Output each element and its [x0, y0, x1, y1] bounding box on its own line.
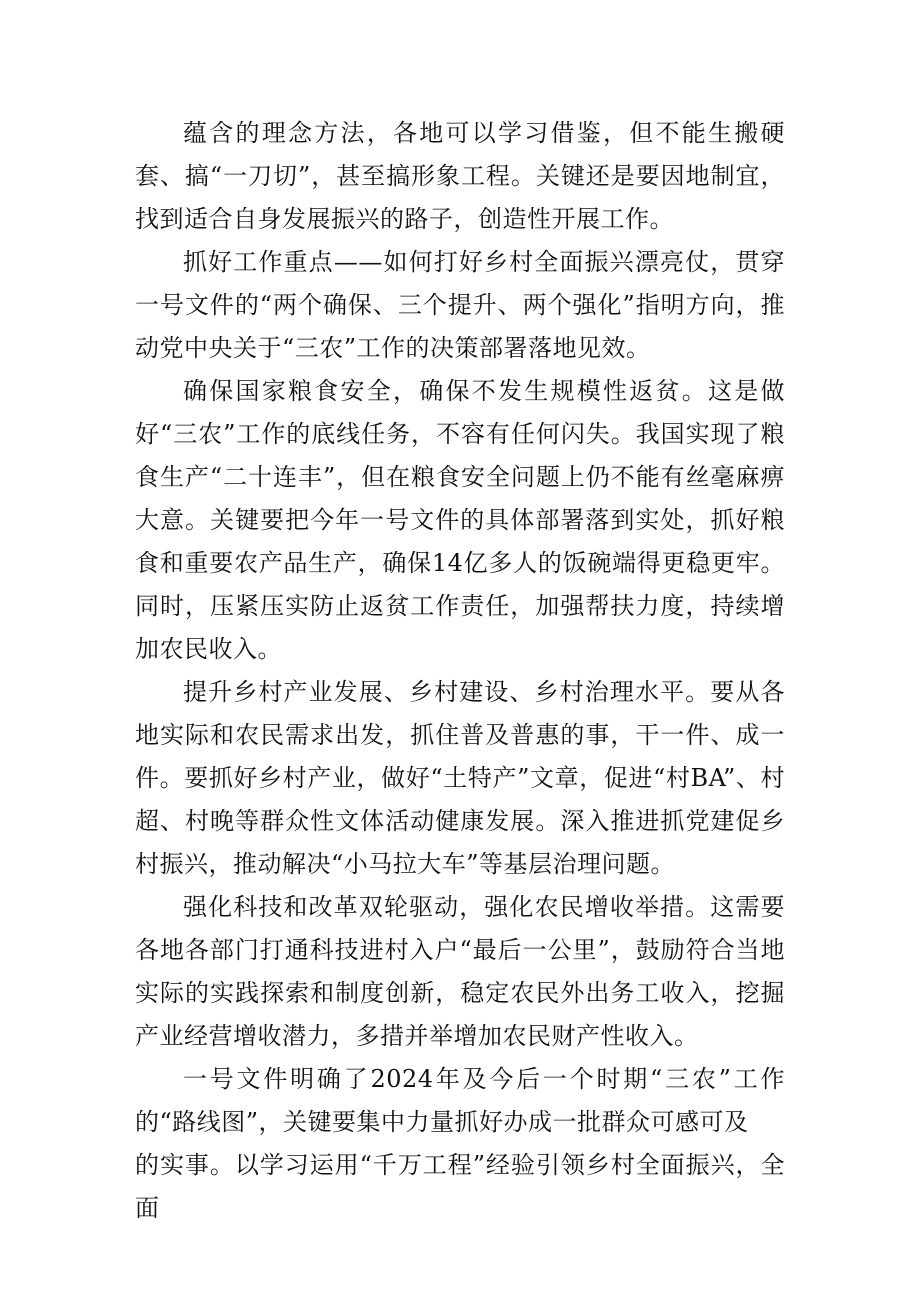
- paragraph-2: 抓好工作重点——如何打好乡村全面振兴漂亮仗，贯穿一号文件的“两个确保、三个提升、两个强化”指明方向，推动党中央关于“三农”工作的决策部署落地见效。: [135, 248, 785, 362]
- paragraph-4: 提升乡村产业发展、乡村建设、乡村治理水平。要从各地实际和农民需求出发，抓住普及普惠的事，干一件、成一件。要抓好乡村产业，做好“土特产”文章，促进“村BA”、村超、村晚等群众性文体活动健康发展。深入推进抓党建促乡村振兴，推动解决“小马拉大车”等基层治理问题。: [135, 678, 785, 878]
- paragraph-1: 蕴含的理念方法，各地可以学习借鉴，但不能生搬硬套、搞“一刀切”，甚至搞形象工程。关键还是要因地制宜，找到适合自身发展振兴的路子，创造性开展工作。: [135, 119, 785, 233]
- paragraph-6: 一号文件明确了2024年及今后一个时期“三农”工作的“路线图”，关键要集中力量抓好办成一批群众可感可及: [135, 1065, 785, 1136]
- paragraph-3: 确保国家粮食安全，确保不发生规模性返贫。这是做好“三农”工作的底线任务，不容有任何闪失。我国实现了粮食生产“二十连丰”，但在粮食安全问题上仍不能有丝毫麻痹大意。关键要把今年一号文件的具体部署落到实处，抓好粮食和重要农产品生产，确保14亿多人的饭碗端得更稳更牢。同时，压紧压实防止返贫工作责任，加强帮扶力度，持续增加农民收入。: [135, 377, 785, 663]
- paragraph-5: 强化科技和改革双轮驱动，强化农民增收举措。这需要各地各部门打通科技进村入户“最后一公里”，鼓励符合当地实际的实践探索和制度创新，稳定农民外出务工收入，挖掘产业经营增收潜力，多措并举增加农民财产性收入。: [135, 893, 785, 1050]
- paragraph-7: 的实事。以学习运用“千万工程”经验引领乡村全面振兴，全面: [135, 1151, 785, 1222]
- document-body: [135, 112, 785, 1230]
